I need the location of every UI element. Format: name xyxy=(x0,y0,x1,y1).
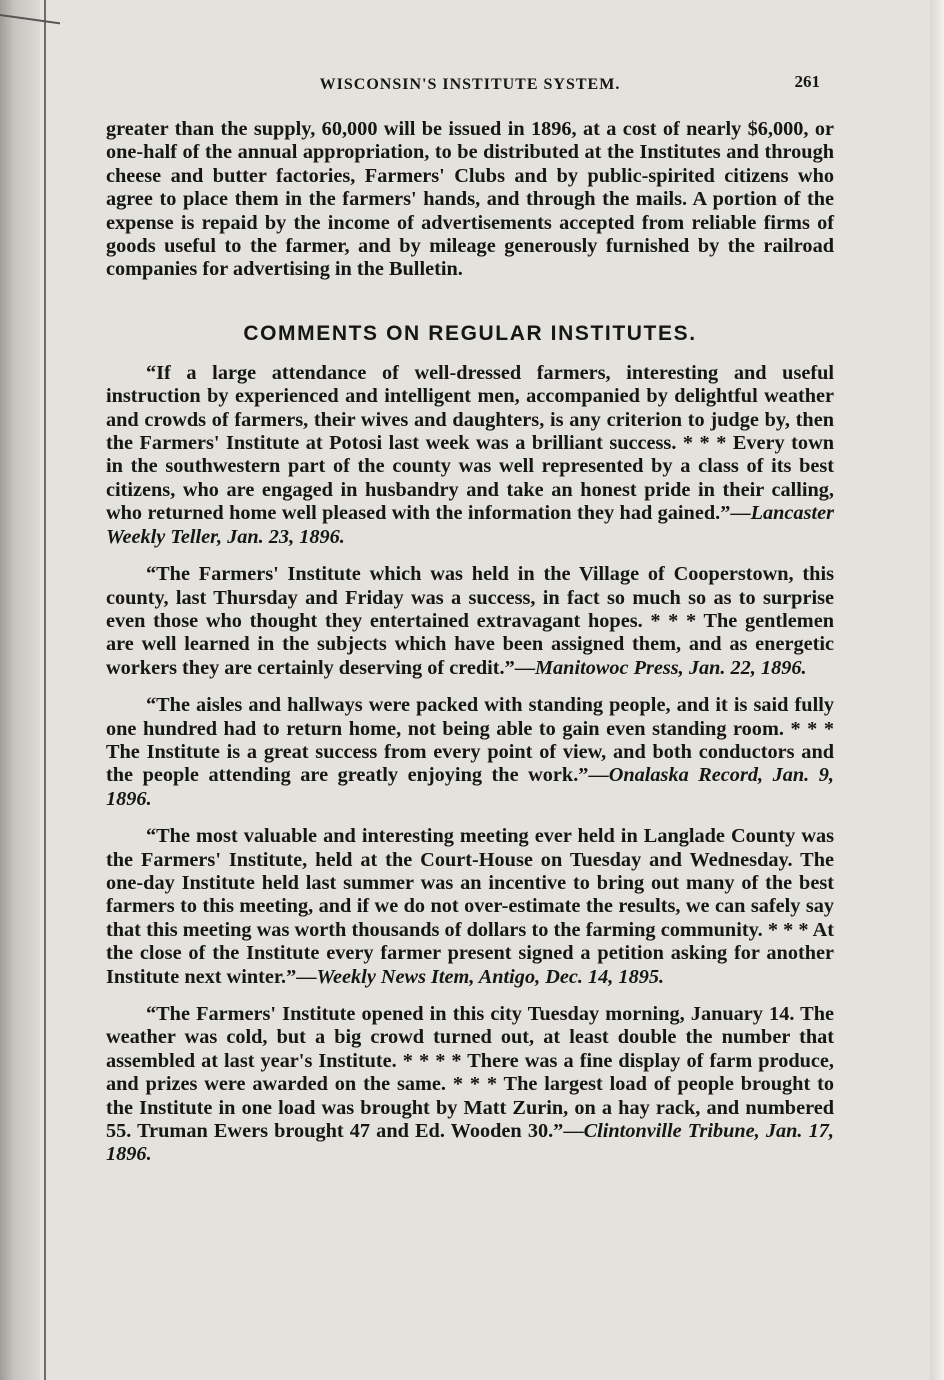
quote-paragraph xyxy=(106,694,834,811)
book-page xyxy=(106,68,834,1167)
scan-left-margin xyxy=(0,0,40,1380)
quote-paragraph xyxy=(106,563,834,680)
section-heading: COMMENTS ON REGULAR INSTITUTES. xyxy=(243,321,697,345)
quote-text: “The most valuable and interesting meeting ever held in Langlade County was the Farmers' Institute, held at the Court-House on Tuesday and Wednesday. The one-day Institute held last summer was an incentive to bring out many of the best farmers to this meeting, and if we do not over-estimate the results, we can safely say that this meeting was worth thousands of dollars to the farming community. * * * At the close of the Institute every farmer present signed a petition asking for another Institute next winter.”— xyxy=(106,825,834,988)
quote-text: “If a large attendance of well-dressed farmers, interesting and useful instruction by experienced and intelligent men, accompanied by delightful weather and crowds of farmers, their wives and daughters, is any criterion to judge by, then the Farmers' Institute at Potosi last week was a brilliant success. * * * Every town in the southwestern part of the county was well represented by a class of its best citizens, who are engaged in husbandry and take an honest pride in their calling, who returned home well pleased with the information they had gained.”— xyxy=(106,361,834,525)
scan-binding-line xyxy=(44,0,46,1380)
quote-paragraph xyxy=(106,362,834,549)
quote-source: Lancaster Weekly Teller, Jan. 23, 1896. xyxy=(106,502,834,548)
intro-paragraph: greater than the supply, 60,000 will be issued in 1896, at a cost of nearly $6,000, or one-half of the annual appropriation, to be distributed at the Institutes and through cheese and butter factories, Farmers' Clubs and by public-spirited citizens who agree to place them in the farmers' hands, and through the mails. A portion of the expense is repaid by the income of advertisements accepted from reliable firms of goods useful to the farmer, and by mileage generously furnished by the railroad companies for advertising in the Bulletin. xyxy=(106,118,834,281)
running-header xyxy=(106,68,834,100)
scan-right-margin xyxy=(930,0,944,1380)
quote-paragraph xyxy=(106,825,834,989)
quote-source: Weekly News Item, Antigo, Dec. 14, 1895. xyxy=(316,965,665,988)
quote-source: Manitowoc Press, Jan. 22, 1896. xyxy=(535,656,807,679)
quote-paragraph xyxy=(106,1003,834,1167)
page-number: 261 xyxy=(794,72,820,91)
quote-source: Onalaska Record, Jan. 9, 1896. xyxy=(106,764,834,810)
quotes-list xyxy=(106,362,834,1167)
running-title: WISCONSIN'S INSTITUTE SYSTEM. xyxy=(319,76,621,93)
quote-text: “The Farmers' Institute which was held in the Village of Cooperstown, this county, last Thursday and Friday was a success, in fact so much so as to surprise even those who thought they entertained extravagant hopes. * * * The gentlemen are well learned in the subjects which have been assigned them, and as energetic workers they are certainly deserving of credit.”— xyxy=(106,563,834,679)
quote-text: “The aisles and hallways were packed with standing people, and it is said fully one hundred had to return home, not being able to gain even standing room. * * * The Institute is a great success from every point of view, and both conductors and the people attending are greatly enjoying the work.”— xyxy=(106,694,834,787)
quote-text: “The Farmers' Institute opened in this city Tuesday morning, January 14. The weather was cold, but a big crowd turned out, at least double the number that assembled at last year's Institute. * * * * There was a fine display of farm produce, and prizes were awarded on the same. * * * The largest load of people brought to the Institute in one load was brought by Matt Zurin, on a hay rack, and numbered 55. Truman Ewers brought 47 and Ed. Wooden 30.”— xyxy=(106,1003,834,1143)
quote-source: Clintonville Tribune, Jan. 17, 1896. xyxy=(106,1120,834,1166)
